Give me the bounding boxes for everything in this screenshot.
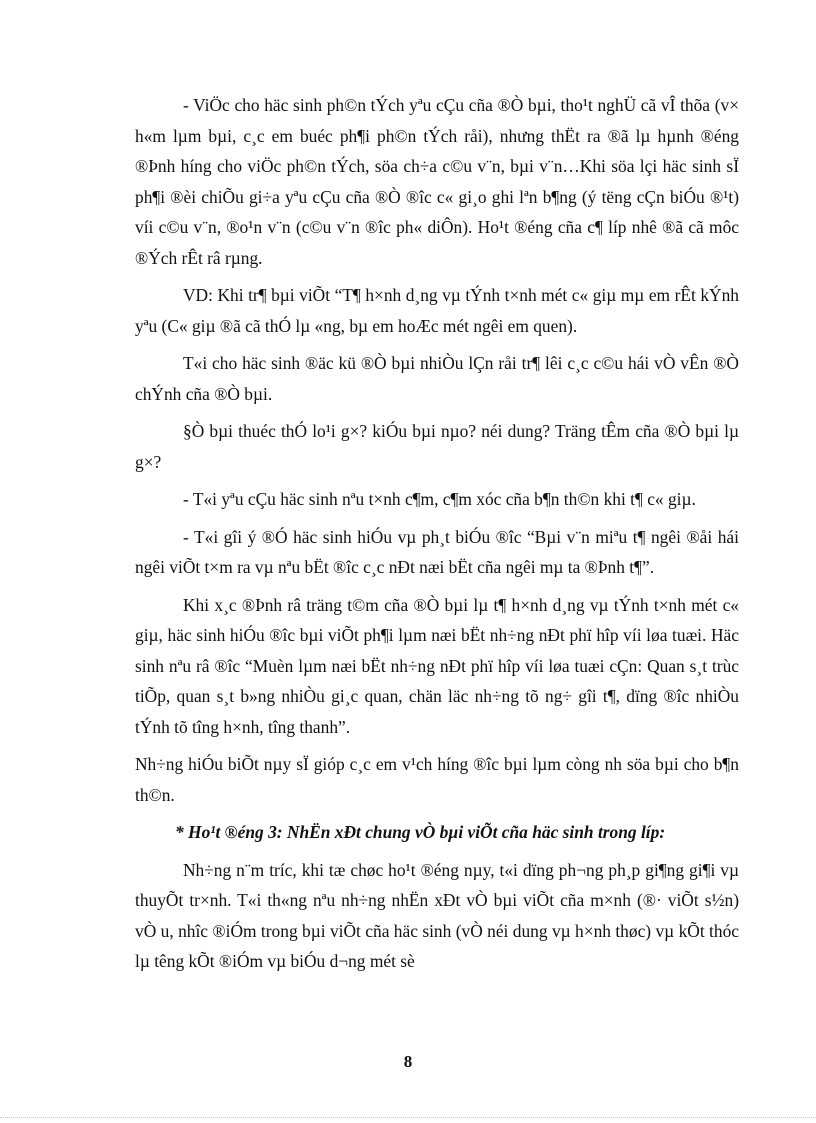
paragraph-1: - ViÖc cho häc sinh ph©n tÝch yªu cÇu cña ®Ò bµi, tho¹t nghÜ cã vÎ thõa (v× h«m lµm bµi, c¸c em buéc ph¶i ph©n tÝch råi), nhưng thËt ra ®ã lµ hµnh ®éng ®Þnh híng cho viÖc ph©n tÝch, söa ch÷a c©u v¨n, bµi v¨n…Khi söa lçi häc sinh sÏ ph¶i ®èi chiÕu gi÷a yªu cÇu cña ®Ò ®îc c« gi¸o ghi lªn b¶ng (ý tëng cÇn biÓu ®¹t) víi c©u v¨n, ®o¹n v¨n (c©u v¨n ®îc ph« diÔn). Ho¹t ®éng cña c¶ líp nhê ®ã cã môc ®Ých rÊt râ rµng.	[135, 95, 739, 268]
paragraph-8: Nh÷ng hiÓu biÕt nµy sÏ gióp c¸c em v¹ch híng ®îc bµi lµm còng nh söa bµi cho b¶n th©n.	[135, 754, 739, 805]
paragraph-7: Khi x¸c ®Þnh râ träng t©m cña ®Ò bµi lµ t¶ h×nh d¸ng vµ tÝnh t×nh mét c« giµ, häc sinh hiÓu ®îc bµi viÕt ph¶i lµm næi bËt nh÷ng nÐt phï hîp víi løa tuæi. Häc sinh nªu râ ®îc “Muèn lµm næi bËt nh÷ng nÐt phï hîp víi løa tuæi cÇn: Quan s¸t trùc tiÕp, quan s¸t b»ng nhiÒu gi¸c quan, chän läc nh÷ng tõ ng÷ gîi t¶, dïng ®îc nhiÒu tÝnh tõ tîng h×nh, tîng thanh”.	[135, 594, 739, 737]
paragraph-6: - T«i gîi ý ®Ó häc sinh hiÓu vµ ph¸t biÓu ®îc “Bµi v¨n miªu t¶ ngêi ®åi hái ngêi viÕt t×m ra vµ nªu bËt ®îc c¸c nÐt næi bËt cña ngêi mµ ta ®Þnh t¶”.	[135, 526, 739, 577]
page-bottom-divider	[0, 1117, 816, 1118]
paragraph-5: - T«i yªu cÇu häc sinh nªu t×nh c¶m, c¶m xóc cña b¶n th©n khi t¶ c« giµ.	[183, 489, 696, 509]
page-number: 8	[403, 1052, 413, 1071]
paragraph-9: Nh÷ng n¨m tríc, khi tæ chøc ho¹t ®éng nµy, t«i dïng ph¬ng ph¸p gi¶ng gi¶i vµ thuyÕt tr×nh. T«i th«ng nªu nh÷ng nhËn xÐt vÒ bµi viÕt cña m×nh (®· viÕt s½n) vÒ u, nhîc ®iÓm trong bµi viÕt cña häc sinh (vÒ néi dung vµ h×nh thøc) vµ kÕt thóc lµ têng kÕt ®iÓm vµ biÓu d¬ng mét sè	[135, 859, 739, 971]
paragraph-2: VD: Khi tr¶ bµi viÕt “T¶ h×nh d¸ng vµ tÝnh t×nh mét c« giµ mµ em rÊt kÝnh yªu (C« giµ ®ã cã thÓ lµ «ng, bµ em hoÆc mét ngêi em quen).	[135, 285, 739, 336]
document-body	[135, 90, 739, 984]
paragraph-3: T«i cho häc sinh ®äc kü ®Ò bµi nhiÒu lÇn råi tr¶ lêi c¸c c©u hái vÒ vÊn ®Ò chÝnh cña ®Ò bµi.	[135, 353, 739, 404]
section-heading-activity-3: * Ho¹t ®éng 3: NhËn xÐt chung vÒ bµi viÕt cña häc sinh trong líp:	[175, 822, 666, 842]
paragraph-4: §Ò bµi thuéc thÓ lo¹i g×? kiÓu bµi nµo? néi dung? Träng tÊm cña ®Ò bµi lµ g×?	[135, 421, 739, 472]
